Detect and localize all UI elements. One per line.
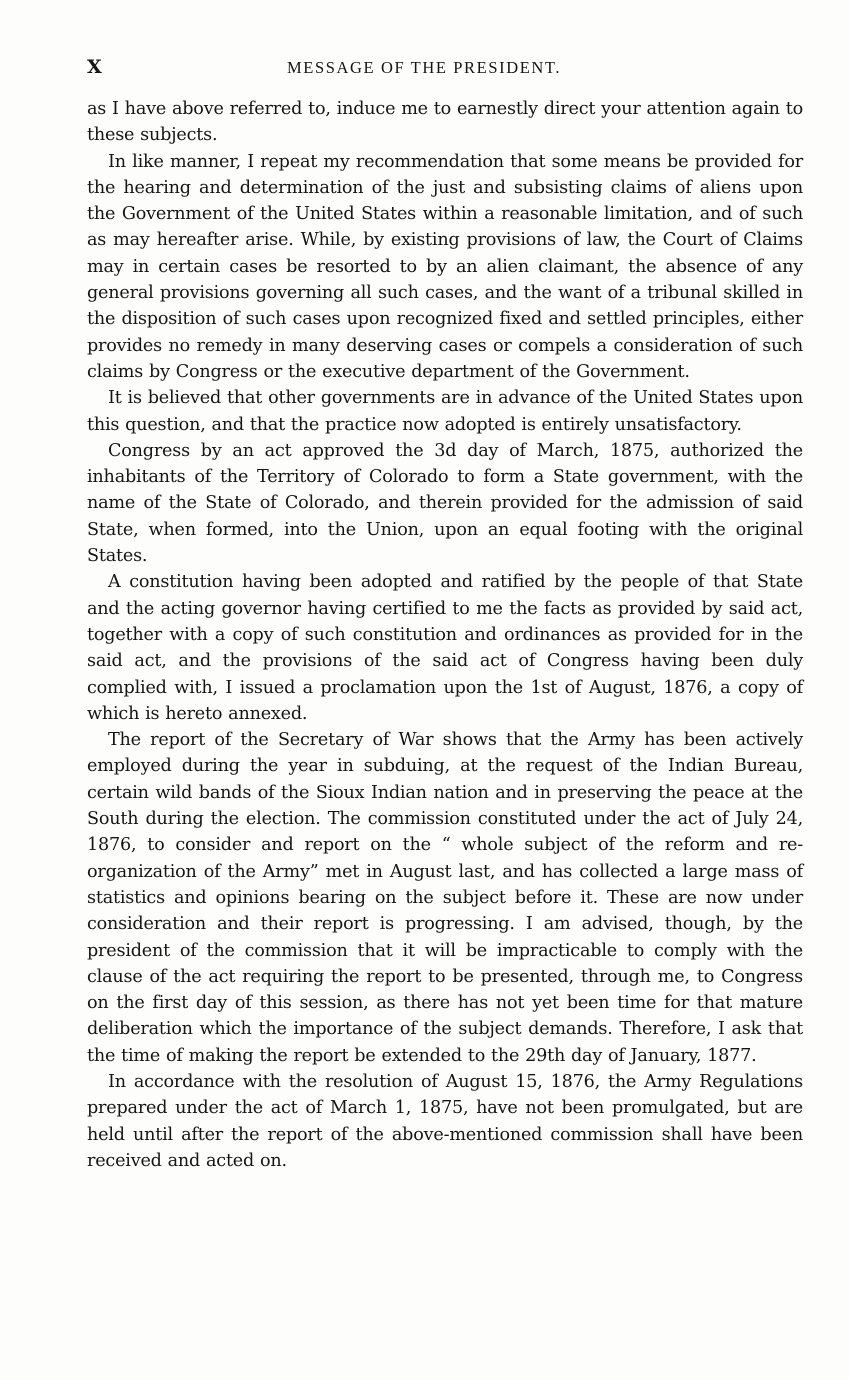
paragraph-colorado-constitution: A constitution having been adopted and ratified by the people of that State and the acting governor having certified to me the facts as provided by said act, together with a copy of such constitution and ordinances as provided for in the said act, and the provisions of the said act of Congress having been duly complied with, I issued a proclamation upon the 1st of August, 1876, a copy of which is hereto annexed. <box>87 572 803 724</box>
paragraph-army-regulations: In accordance with the resolution of August 15, 1876, the Army Regulations prepared under the act of March 1, 1875, have not been promulgated, but are held until after the report of the above-mentioned commission shall have been received and acted on. <box>87 1071 803 1171</box>
running-title: MESSAGE OF THE PRESIDENT. <box>287 58 562 77</box>
page-number: X <box>87 56 103 78</box>
body-text <box>87 96 803 1174</box>
paragraph-colorado-act: Congress by an act approved the 3d day of March, 1875, authorized the inhabitants of the Territory of Colorado to form a State government, with the name of the State of Colorado, and therein provided for the admission of said State, when formed, into the Union, upon an equal footing with the original States. <box>87 440 803 567</box>
paragraph-other-governments: It is believed that other governments are in advance of the United States upon this question, and that the practice now adopted is entirely unsatisfactory. <box>87 388 803 435</box>
paragraph-continuation: as I have above referred to, induce me to earnestly direct your attention again to these subjects. <box>87 99 803 146</box>
paragraph-alien-claims: In like manner, I repeat my recommendation that some means be provided for the hearing and determination of the just and subsisting claims of aliens upon the Government of the United States within a reasonable limitation, and of such as may hereafter arise. While, by existing provisions of law, the Court of Claims may in certain cases be resorted to by an alien claimant, the absence of any general provisions governing all such cases, and the want of a tribunal skilled in the disposition of such cases upon recognized fixed and settled principles, either provides no remedy in many deserving cases or compels a consideration of such claims by Congress or the executive department of the Government. <box>87 151 803 382</box>
page-header <box>87 56 803 82</box>
paragraph-secretary-of-war: The report of the Secretary of War shows that the Army has been actively employed during the year in subduing, at the request of the Indian Bureau, certain wild bands of the Sioux Indian nation and in preserving the peace at the South during the election. The commission constituted under the act of July 24, 1876, to consider and report on the “ whole subject of the reform and re-organization of the Army” met in August last, and has collected a large mass of statistics and opinions bearing on the subject before it. These are now under consideration and their report is progressing. I am advised, though, by the president of the commission that it will be impracticable to comply with the clause of the act requiring the report to be presented, through me, to Congress on the first day of this session, as there has not yet been time for that mature deliberation which the importance of the subject demands. Therefore, I ask that the time of making the report be extended to the 29th day of January, 1877. <box>87 730 803 1066</box>
